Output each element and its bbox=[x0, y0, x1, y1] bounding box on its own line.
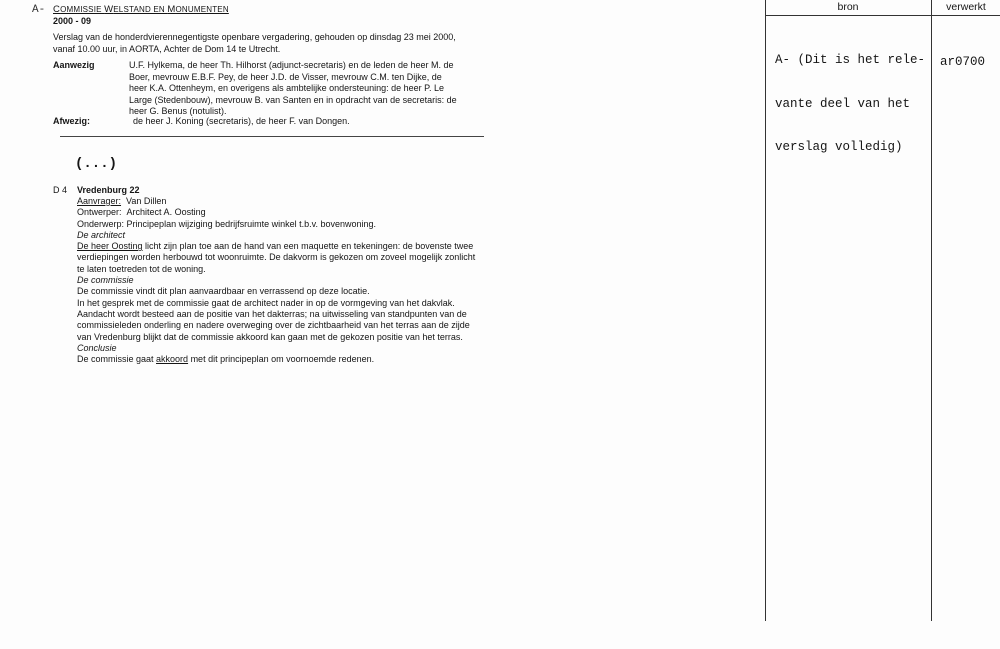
architect-text-2: verdiepingen worden herbouwd tot woonruimte. De dakvorm is gekozen om zoveel mogelijk zonlicht bbox=[77, 252, 476, 263]
applicant-row: Aanvrager: Van Dillen bbox=[77, 196, 167, 206]
attendance-label: Aanwezig bbox=[53, 60, 95, 70]
committee-text: van Vredenburg blijkt dat de commissie akkoord kan gaan met de gekozen positie van het terras. bbox=[77, 331, 463, 342]
conclusion-heading: Conclusie bbox=[77, 342, 117, 353]
designer-row: Ontwerper: Architect A. Oosting bbox=[77, 207, 206, 218]
form-border-left bbox=[765, 0, 766, 621]
section-divider bbox=[60, 136, 484, 137]
verwerkt-value: ar0700 bbox=[940, 55, 986, 69]
committee-text: commissieleden onderling en nadere overweging over de zichtbaarheid van het terras aan de zijde bbox=[77, 320, 470, 331]
handwritten-marker: A- bbox=[32, 4, 46, 16]
architect-heading: De architect bbox=[77, 229, 126, 240]
source-form bbox=[765, 0, 1000, 621]
architect-text-3: te laten toetreden tot de woning. bbox=[77, 263, 206, 274]
committee-text: Aandacht wordt besteed aan de positie van het dakterras; na uitwisseling van standpunten van de bbox=[77, 308, 467, 319]
form-column-divider bbox=[931, 0, 932, 621]
agenda-item-code: D 4 bbox=[53, 185, 68, 195]
attendance-list: U.F. Hylkema, de heer Th. Hilhorst (adjunct-secretaris) en de leden de heer M. de Boer, mevrouw E.B.F. Pey, de heer J.D. de Visser, mevrouw C.M. ten Dijke, de heer K.A. Ottenheym, en overigens als ambtelijke ondersteuning: de heer P. Le Large (Stedenbouw), mevrouw B. van Santen en in opdracht van de secretaris: de heer G. Benus (notulist). bbox=[129, 60, 457, 116]
agenda-item-title: Vredenburg 22 bbox=[77, 185, 140, 195]
absent-label: Afwezig: bbox=[53, 116, 90, 126]
subject-row: Onderwerp: Principeplan wijziging bedrijfsruimte winkel t.b.v. bovenwoning. bbox=[77, 218, 377, 229]
committee-heading: De commissie bbox=[77, 275, 134, 286]
report-intro: Verslag van de honderdvierennegentigste openbare vergadering, gehouden op dinsdag 23 mei 2000, vanaf 10.00 uur, in AORTA, Achter de Dom 14 te Utrecht. bbox=[53, 32, 456, 54]
source-note: A- (Dit is het rele- vante deel van het verslag volledig) bbox=[775, 53, 926, 154]
absent-list: de heer J. Koning (secretaris), de heer F. van Dongen. bbox=[133, 116, 350, 126]
form-header-rule bbox=[765, 15, 1000, 16]
column-header-verwerkt: verwerkt bbox=[946, 1, 986, 13]
organization-name: COMMISSIE WELSTAND EN MONUMENTEN bbox=[53, 4, 229, 15]
agenda-item-body bbox=[77, 196, 497, 365]
committee-text: De commissie vindt dit plan aanvaardbaar en verrassend op deze locatie. bbox=[77, 286, 370, 297]
omission-mark: (...) bbox=[75, 156, 118, 172]
committee-text: In het gesprek met de commissie gaat de architect nader in op de vormgeving van het dakvlak. bbox=[77, 297, 455, 308]
conclusion-text: De commissie gaat akkoord met dit principeplan om voornoemde redenen. bbox=[77, 354, 375, 365]
report-number: 2000 - 09 bbox=[53, 16, 92, 26]
column-header-bron: bron bbox=[837, 1, 859, 13]
architect-text-1: De heer Oosting licht zijn plan toe aan de hand van een maquette en tekeningen: de bovenste twee bbox=[77, 241, 474, 252]
